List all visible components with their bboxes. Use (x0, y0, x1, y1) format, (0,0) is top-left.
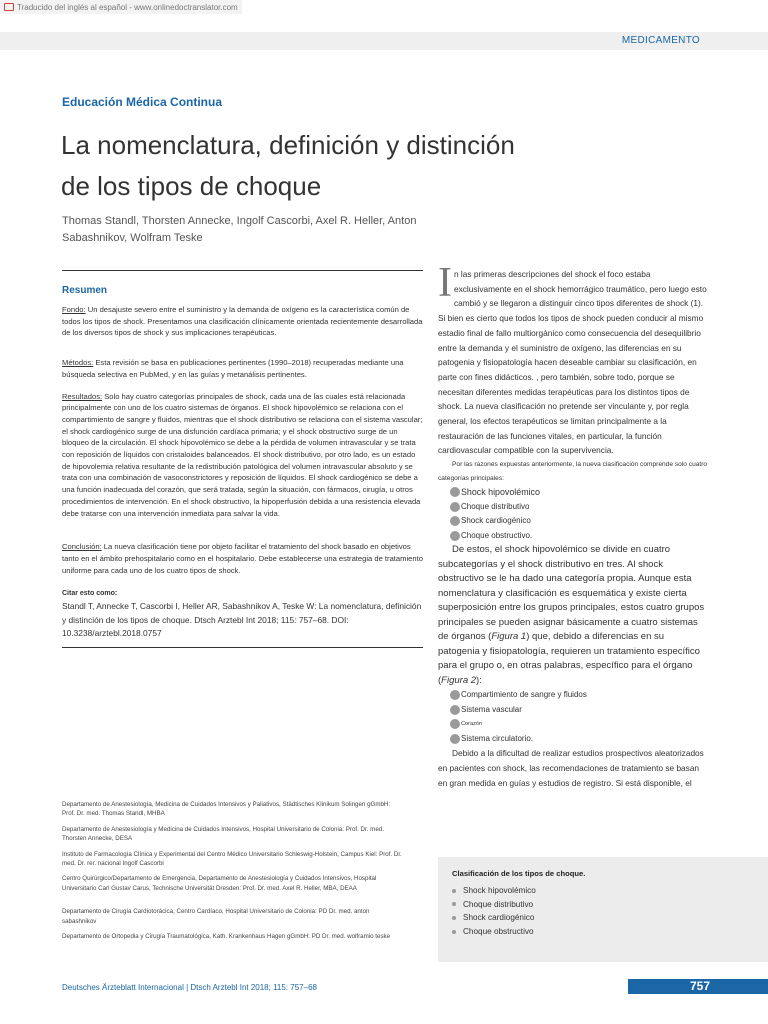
abstract-conclusion (62, 541, 423, 576)
box-item (452, 911, 754, 925)
list-item (450, 529, 708, 544)
paragraph-text: ) que, debido a diferencias en su patogenia y fisiopatología, requieren un tratamiento específico para el grupo o, en otras palabras, específico para el órgano ( (438, 631, 700, 686)
box-item-label: Choque distributivo (463, 899, 534, 909)
author-list: Thomas Standl, Thorsten Annecke, Ingolf Cascorbi, Axel R. Heller, Anton Sabashnikov, Wolfram Teske (62, 215, 417, 244)
affiliation: Departamento de Anestesiología, Medicina de Cuidados Intensivos y Paliativos, Städtisches Klinikum Solingen gGmbH: Prof. Dr. med. Thomas Standl, MHBA (62, 801, 391, 818)
abstract-fondo (62, 304, 423, 339)
abstract (62, 270, 423, 648)
box-item (452, 925, 754, 939)
figure-ref[interactable]: Figura 1 (491, 631, 527, 643)
list-item (450, 717, 708, 732)
drop-cap: I (438, 260, 452, 306)
resultados-label: Resultados: (62, 391, 103, 401)
list-item (450, 500, 708, 515)
series-label: Educación Médica Continua (62, 95, 223, 109)
intro-text: n las primeras descripciones del shock el foco estaba exclusivamente en el shock hemorrágico traumático, pero luego esto cambió y se llegaron a distinguir cinco tipos diferentes de shock (1). Si bien es cierto que todos los tipos de shock pueden conducir al mismo estadio final de fallo multiorgánico como consecuencia del desequilibrio entre la demanda y el suministro de oxígeno, las diferencias en su patogenia y fisiopatología hacen deseable cambiar su clasificación, en parte con fines didácticos. , pero también, sobre todo, porque se necesitan diferentes medidas terapéuticas para los distintos tipos de shock. La nueva clasificación no pretende ser vinculante y, por regla general, los efectos terapéuticos se limitan principalmente a la restauración de las funciones vitales, en particular, la función cardiovascular compatible con la supervivencia. (438, 269, 707, 456)
list-item-label: Choque obstructivo. (461, 530, 533, 540)
list-item (450, 703, 708, 718)
journal-footer: Deutsches Ärzteblatt Internacional | Dtsch Arztebl Int 2018; 115: 757–68 (62, 983, 317, 992)
box-item-label: Choque obstructivo (463, 926, 534, 936)
list-item-label: Sistema circulatorio. (461, 733, 534, 743)
translator-banner[interactable] (0, 0, 242, 14)
bullet-icon (450, 531, 460, 541)
metodos-label: Métodos: (62, 358, 94, 368)
figure-ref[interactable]: Figura 2 (441, 674, 477, 686)
box-list (452, 884, 754, 938)
bullet-icon (450, 690, 460, 700)
affiliation: Departamento de Cirugía Cardiotorácica, Centro Cardíaco, Hospital Universitario de Colonia: PD Dr. med. anton sabashnikov (62, 908, 370, 925)
translate-icon (4, 3, 14, 11)
list-item-label: Sistema vascular (461, 704, 522, 714)
bullet-icon (450, 734, 460, 744)
category-list (438, 485, 708, 543)
metodos-text: Esta revisión se basa en publicaciones pertinentes (1990–2018) recuperadas mediante una búsqueda selectiva en PubMed, y en las guías y metanálisis pertinentes. (62, 358, 404, 379)
bullet-icon (452, 930, 456, 934)
conclusion-text: La nueva clasificación tiene por objeto facilitar el tratamiento del shock basado en objetivos tanto en el ámbito prehospitalario como en el hospitalario. Debe establecerse una estrategia de tratamiento uniforme para cada uno de los cuatro tipos de shock. (62, 542, 423, 575)
list-item (450, 485, 708, 500)
bullet-icon (450, 705, 460, 715)
fondo-label: Fondo: (62, 305, 86, 314)
affiliation: Instituto de Farmacología Clínica y Experimental del Centro Médico Universitario Schleswig-Holstein, Campus Kiel: Prof. Dr. med. Dr. rer. nacional Ingolf Cascorbi (62, 850, 402, 868)
summary-box (438, 857, 768, 962)
box-item-label: Shock cardiogénico (463, 913, 535, 923)
paragraph: Por las razones expuestas anteriormente, la nueva clasificación comprende solo cuatro categorías principales: (438, 461, 708, 482)
fondo-text: Un desajuste severo entre el suministro y la demanda de oxígeno es la característica común de todos los tipos de shock. Presentamos una clasificación clínicamente orientada recientemente desarrollada de los diversos tipos de shock y sus implicaciones terapéuticas. (62, 305, 423, 338)
section-label: MEDICAMENTO (621, 35, 700, 46)
box-heading: Clasificación de los tipos de choque. (452, 869, 586, 878)
cite-text: Standl T, Annecke T, Cascorbi I, Heller AR, Sabashnikov A, Teske W: La nomenclatura, definición y distinción de los tipos de choque. Dtsch Arztebl Int 2018; 115: 757–68. DOI: 10.3238/arztebl.2018.0757 (62, 601, 422, 639)
bullet-icon (452, 916, 456, 920)
bullet-icon (450, 502, 460, 512)
bullet-icon (450, 487, 460, 497)
body-column (438, 260, 708, 790)
organ-system-list (438, 688, 708, 746)
abstract-heading: Resumen (62, 285, 108, 296)
translator-text[interactable]: Traducido del inglés al español - www.onlinedoctranslator.com (17, 2, 238, 12)
abstract-metodos (62, 357, 423, 380)
list-item-label: Shock cardiogénico (461, 516, 531, 526)
list-item (450, 688, 708, 703)
affiliations (62, 800, 402, 947)
paragraph: Debido a la dificultad de realizar estudios prospectivos aleatorizados en pacientes con shock, las recomendaciones de tratamiento se basan en gran medida en guías y estudios de registro. Si está disponible, el (438, 748, 704, 788)
cite-heading: Citar esto como: (62, 590, 118, 598)
list-item-label: Compartimiento de sangre y fluidos (461, 690, 587, 700)
paragraph-text: ): (476, 674, 482, 686)
box-item (452, 898, 754, 912)
bullet-icon (452, 902, 456, 906)
affiliation: Departamento de Ortopedia y Cirugía Traumatológica, Kath. Krankenhaus Hagen gGmbH: PD Dr. med. wolframio teske (62, 933, 391, 941)
paragraph-text: De estos, el shock hipovolémico se divide en cuatro subcategorías y el shock distributivo en tres. Al shock obstructivo se le ha dado una categoría propia. Aunque esta nomenclatura y clasificación es esquemática y existe cierta superposición entre los grupos principales, estos cuatro grupos principales se pueden asignar básicamente a cuatro sistemas de órganos ( (438, 544, 705, 643)
citation-block (62, 590, 423, 648)
bullet-icon (452, 889, 456, 893)
list-item (450, 732, 708, 747)
article-title: La nomenclatura, definición y distinción de los tipos de choque (61, 130, 515, 201)
affiliation: Centro Quirúrgico/Departamento de Emergencia, Departamento de Anestesiología y Cuidados Intensivos, Hospital Universitario Carl Gustav Carus, Technische Universität Dresden: Prof. Dr. med. Axel R. Heller, MBA, DEAA (62, 875, 377, 892)
resultados-text: Solo hay cuatro categorías principales de shock, cada una de las cuales está relacionada principalmente con uno de los cuatro sistemas de órganos. El shock hipovolémico se relaciona con el compartimiento de sangre y fluidos, mientras que el shock distributivo se relaciona con el sistema vascular; el shock cardiogénico surge de una disfunción cardíaca primaria; y el shock obstructivo surge de un bloqueo de la circulación. El shock hipovolémico se debe a la pérdida de volumen intravascular y se trata con reposición de líquidos con cristaloides balanceados. El shock distributivo, por otro lado, es un estado de hipovolemia relativa resultante de la redistribución patológica del volumen intravascular absoluto y se trata con una combinación de vasoconstrictores y reposición de líquidos. El shock cardiogénico se debe a una función inadecuada del corazón, que será tratada, según la situación, con fármacos, cirugía, u otros procedimientos de intervención. En el shock obstructivo, la hipoperfusión debida a una resistencia elevada debe tratarse con una intervención inmediata para salvar la vida. (62, 391, 423, 518)
paragraph (438, 543, 708, 688)
conclusion-label: Conclusión: (62, 542, 102, 552)
affiliation: Departamento de Anestesiología y Medicina de Cuidados Intensivos, Hospital Universitario de Colonia: Prof. Dr. med. Thorsten Annecke, DESA (62, 825, 384, 843)
box-item-label: Shock hipovolémico (463, 886, 536, 895)
list-item-label: Shock hipovolémico (461, 487, 540, 498)
page-number: 757 (628, 979, 768, 994)
list-item-label: Corazón (461, 721, 483, 728)
intro-paragraph (438, 260, 708, 458)
abstract-resultados (62, 391, 423, 520)
bullet-icon (450, 719, 460, 729)
bullet-icon (450, 516, 460, 526)
header-band (0, 32, 768, 50)
list-item (450, 514, 708, 529)
list-item-label: Choque distributivo (461, 501, 530, 511)
box-item (452, 884, 754, 898)
